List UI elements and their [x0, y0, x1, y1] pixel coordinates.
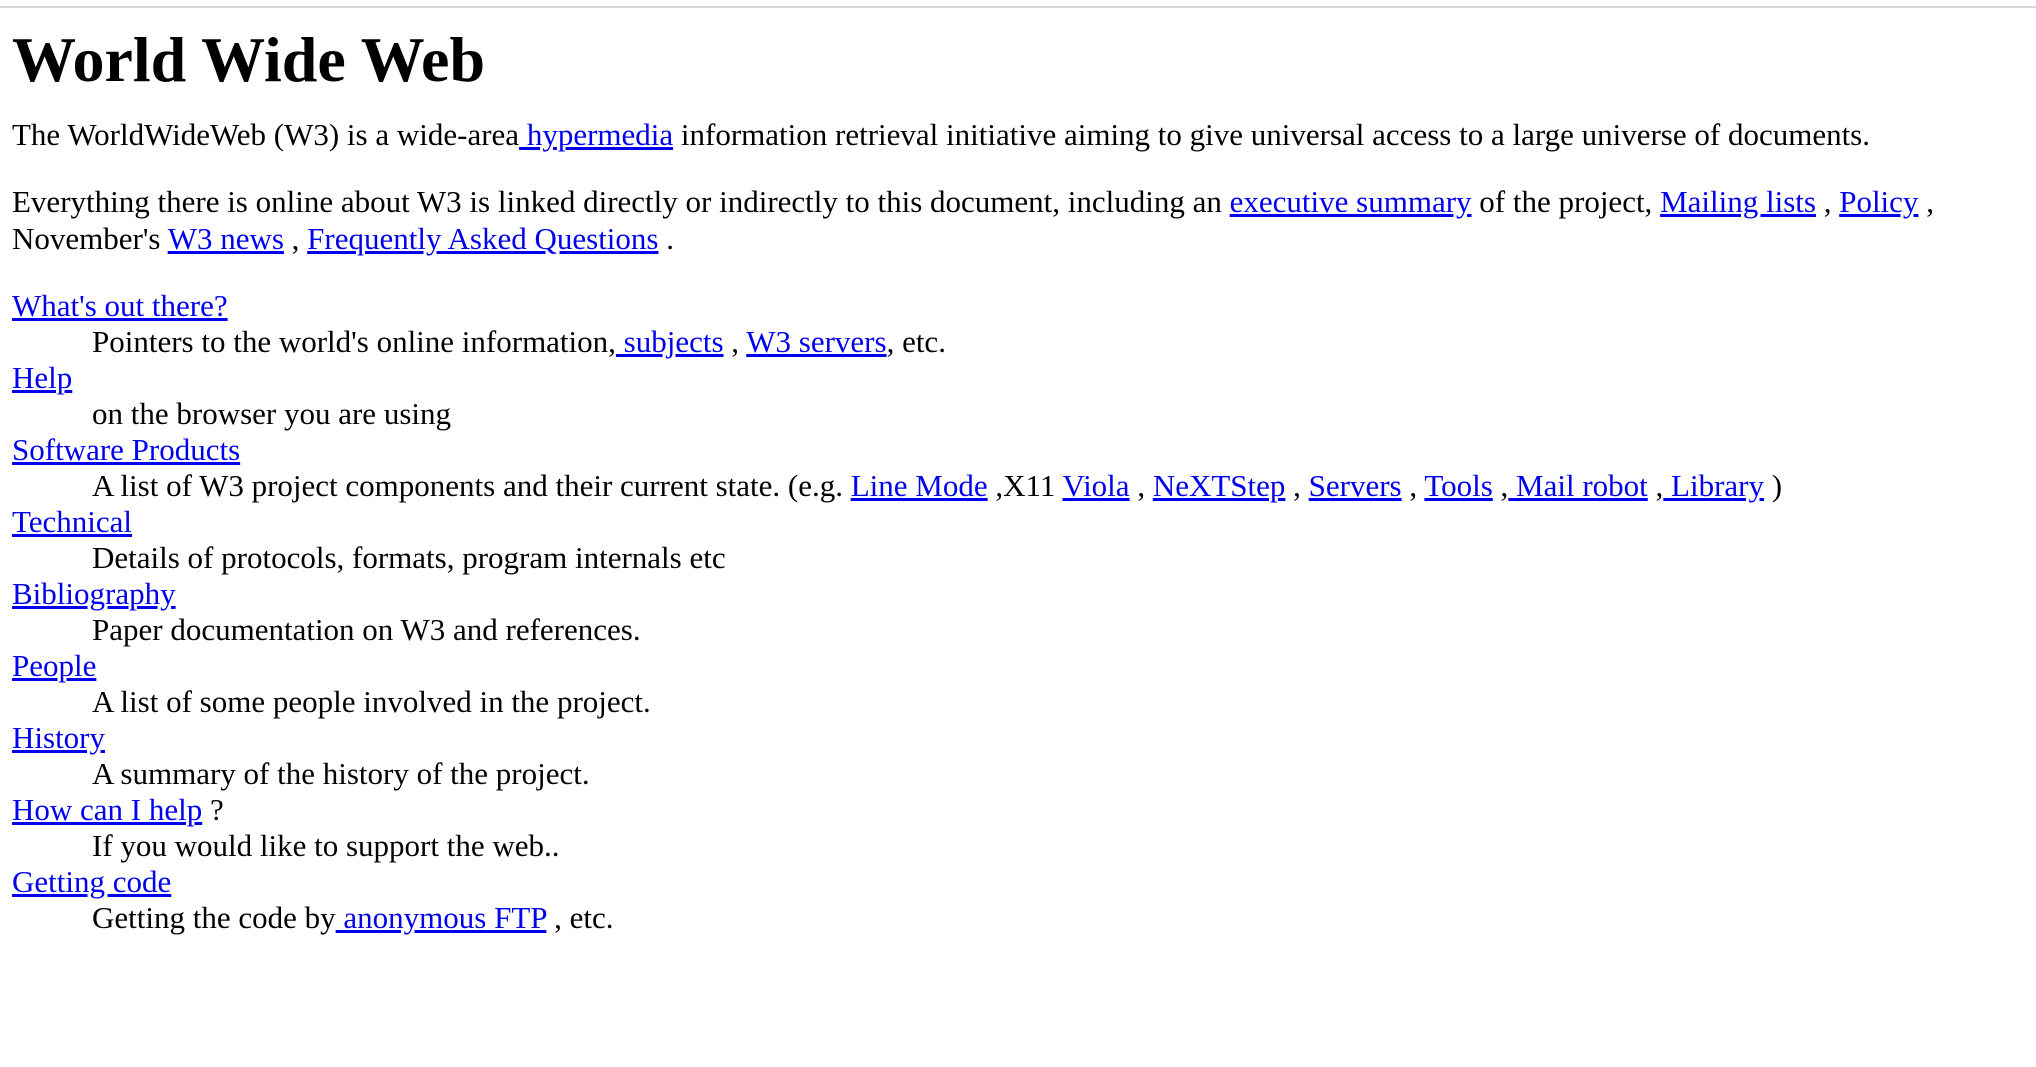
policy-link[interactable]: Policy	[1839, 184, 1919, 219]
topic-help	[12, 359, 2022, 395]
topic-list	[12, 287, 2022, 935]
mailing-lists-link[interactable]: Mailing lists	[1660, 184, 1816, 219]
topic-bibliography-desc: Paper documentation on W3 and references.	[92, 612, 641, 647]
software-sep-2: ,	[1129, 468, 1153, 503]
whats-out-sep: ,	[723, 324, 747, 359]
mail-robot-link[interactable]: Mail robot	[1508, 468, 1648, 503]
software-products-link[interactable]: Software Products	[12, 432, 241, 467]
intro-text-2: information retrieval initiative aiming to give universal access to a large universe of documents.	[673, 117, 1871, 152]
w3-news-link[interactable]: W3 news	[167, 221, 284, 256]
software-sep-4: ,	[1401, 468, 1425, 503]
subjects-link[interactable]: subjects	[615, 324, 724, 359]
how-can-i-help-suffix: ?	[202, 792, 224, 827]
help-link[interactable]: Help	[12, 360, 73, 395]
viola-link[interactable]: Viola	[1062, 468, 1130, 503]
whats-out-there-link[interactable]: What's out there?	[12, 288, 228, 323]
topic-how-can-i-help-desc: If you would like to support the web..	[92, 828, 560, 863]
people-link[interactable]: People	[12, 648, 97, 683]
overview-sep-3: ,	[283, 221, 308, 256]
how-can-i-help-link[interactable]: How can I help	[12, 792, 203, 827]
topic-software-products-desc	[92, 467, 2022, 503]
topic-bibliography	[12, 575, 2022, 611]
overview-end: .	[658, 221, 674, 256]
library-link[interactable]: Library	[1663, 468, 1765, 503]
software-sep-1: ,X11	[987, 468, 1063, 503]
software-sep-3: ,	[1285, 468, 1309, 503]
topic-how-can-i-help	[12, 791, 2022, 827]
topic-people-desc: A list of some people involved in the project.	[92, 684, 651, 719]
whats-out-desc-text: Pointers to the world's online information,	[92, 324, 616, 359]
software-desc-end: )	[1764, 468, 1783, 503]
getting-code-link[interactable]: Getting code	[12, 864, 172, 899]
topic-technical	[12, 503, 2022, 539]
topic-technical-desc: Details of protocols, formats, program internals etc	[92, 540, 726, 575]
topic-people	[12, 647, 2022, 683]
anonymous-ftp-link[interactable]: anonymous FTP	[335, 900, 547, 935]
executive-summary-link[interactable]: executive summary	[1229, 184, 1472, 219]
software-sep-6: ,	[1647, 468, 1664, 503]
intro-paragraph	[12, 116, 2022, 153]
topic-software-products	[12, 431, 2022, 467]
getting-code-desc-text: Getting the code by	[92, 900, 336, 935]
whats-out-desc-end: , etc.	[886, 324, 946, 359]
overview-sep-2: , November's	[12, 184, 1934, 256]
hypermedia-link[interactable]: hypermedia	[519, 117, 674, 152]
tools-link[interactable]: Tools	[1424, 468, 1493, 503]
topic-whats-out-there-desc	[92, 323, 2022, 359]
topic-getting-code-desc	[92, 899, 2022, 935]
top-divider	[0, 6, 2036, 8]
overview-text-1: Everything there is online about W3 is linked directly or indirectly to this document, including an	[12, 184, 1230, 219]
overview-text-2: of the project,	[1471, 184, 1661, 219]
software-sep-5: ,	[1492, 468, 1509, 503]
overview-sep-1: ,	[1815, 184, 1840, 219]
servers-link[interactable]: Servers	[1308, 468, 1402, 503]
topic-history	[12, 719, 2022, 755]
faq-link[interactable]: Frequently Asked Questions	[307, 221, 659, 256]
technical-link[interactable]: Technical	[12, 504, 133, 539]
topic-whats-out-there	[12, 287, 2022, 323]
topic-help-desc: on the browser you are using	[92, 396, 451, 431]
topic-getting-code	[12, 863, 2022, 899]
overview-paragraph	[12, 183, 2022, 257]
nextstep-link[interactable]: NeXTStep	[1152, 468, 1286, 503]
document-body	[12, 20, 2022, 935]
getting-code-desc-end: , etc.	[546, 900, 614, 935]
topic-history-desc: A summary of the history of the project.	[92, 756, 590, 791]
line-mode-link[interactable]: Line Mode	[850, 468, 988, 503]
bibliography-link[interactable]: Bibliography	[12, 576, 176, 611]
page-title: World Wide Web	[12, 24, 486, 95]
software-desc-text: A list of W3 project components and their current state. (e.g.	[92, 468, 851, 503]
w3-servers-link[interactable]: W3 servers	[746, 324, 887, 359]
history-link[interactable]: History	[12, 720, 105, 755]
intro-text-1: The WorldWideWeb (W3) is a wide-area	[12, 117, 520, 152]
